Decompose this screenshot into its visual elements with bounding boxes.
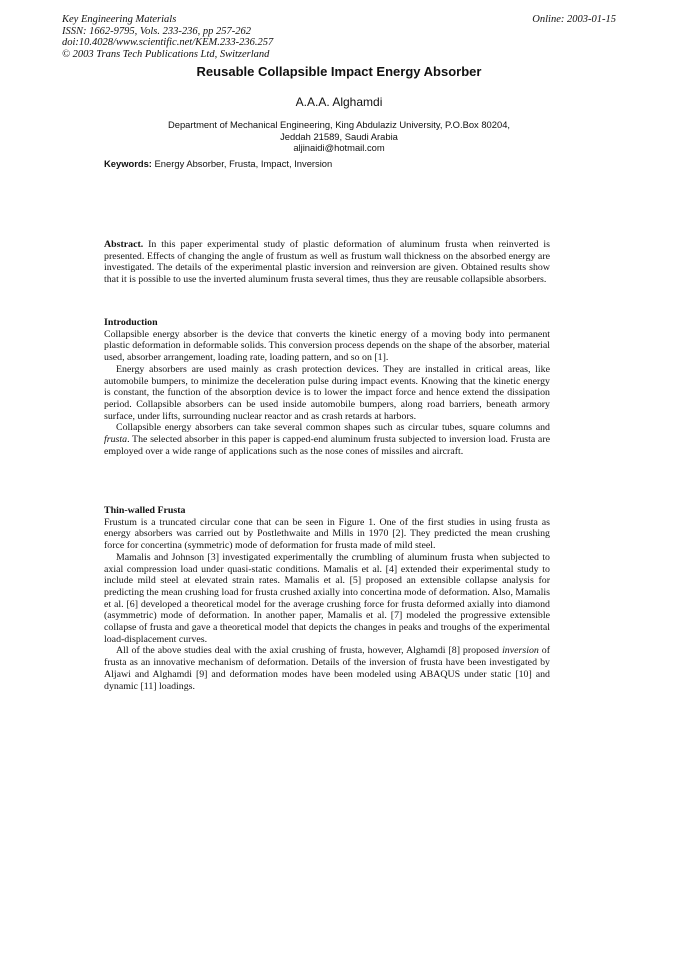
- introduction-paragraph-1: Collapsible energy absorber is the device that converts the kinetic energy of a moving body into permanent plastic deformation in deformable solids. This conversion process depends on the shape of the absorber, material used, absorber arrangement, loading rate, loading pattern, and so on [1].: [104, 328, 550, 364]
- journal-header: [62, 14, 273, 60]
- online-date: Online: 2003-01-15: [532, 14, 616, 25]
- keywords-text: Energy Absorber, Frusta, Impact, Inversion: [154, 158, 333, 169]
- introduction-paragraph-3: Collapsible energy absorbers can take several common shapes such as circular tubes, square columns and frusta. The selected absorber in this paper is capped-end aluminum frusta subjected to inversion load. Frusta are employed over a wide range of applications such as the nose cones of missiles and aircraft.: [104, 422, 550, 457]
- doi-link[interactable]: doi:10.4028/www.scientific.net/KEM.233-236.257: [62, 37, 274, 48]
- copyright-line: © 2003 Trans Tech Publications Ltd, Switzerland: [62, 48, 270, 60]
- italic-term-frusta: frusta: [104, 434, 128, 446]
- affiliation-line-2: Jeddah 21589, Saudi Arabia: [280, 130, 398, 142]
- paper-title: Reusable Collapsible Impact Energy Absorber: [196, 64, 482, 79]
- author-email[interactable]: aljinaidi@hotmail.com: [293, 142, 385, 153]
- abstract-label: Abstract.: [104, 239, 144, 250]
- affiliation: [0, 119, 678, 154]
- introduction-section: [104, 317, 550, 457]
- abstract-section: [104, 239, 550, 286]
- introduction-paragraph-2: Energy absorbers are used mainly as crash protection devices. They are installed in critical areas, like automobile bumpers, to minimize the deceleration pulse during impact events. Knowing that the kinetic energy is constant, the function of the absorption device is to lower the impact force and hence extend the dissipation period. Collapsible absorbers can be used inside automobile bumpers, along road barriers, beneath armory surface, under lifts, surrounding nuclear reactor and as crash retards at harbors.: [104, 363, 550, 422]
- thin-walled-section: [104, 505, 550, 692]
- author-name: A.A.A. Alghamdi: [295, 95, 383, 109]
- abstract-text: In this paper experimental study of plastic deformation of aluminum frusta when reinverted is presented. Effects of changing the angle of frustum as well as frustum wall thickness on the absorbed energy are investigated. The details of the experimental plastic inversion and reinversion are given. Obtained results show that it is possible to use the inverted aluminum frusta several times, thus they are reusable collapsible absorbers.: [104, 239, 551, 286]
- journal-name: Key Engineering Materials: [62, 14, 177, 25]
- affiliation-line-1: Department of Mechanical Engineering, King Abdulaziz University, P.O.Box 80204,: [167, 119, 511, 130]
- issn-line: ISSN: 1662-9795, Vols. 233-236, pp 257-262: [62, 25, 251, 37]
- thin-walled-paragraph-2: Mamalis and Johnson [3] investigated experimentally the crumbling of aluminum frusta when subjected to axial compression load under quasi-static conditions. Mamalis et al. [4] extended their experimental study to include mild steel at elevated strain rates. Mamalis et al. [5] proposed an extensible collapse analysis for predicting the mean crushing load for frusta crushed axially into concertina mode of deformation. Also, Mamalis et al. [6] developed a theoretical model for the average crushing force for frusta deformed axially into diamond (asymmetric) mode of deformation. In another paper, Mamalis et al. [7] modeled the progressive extensible collapse of frusta and gave a theoretical model that depicts the changes in peaks and troughs of the experimental load-displacement curves.: [104, 551, 550, 645]
- keywords: [104, 158, 332, 169]
- keywords-label: Keywords:: [104, 158, 152, 169]
- italic-term-inversion: inversion: [502, 645, 539, 657]
- thin-walled-heading: Thin-walled Frusta: [104, 505, 186, 516]
- introduction-heading: Introduction: [104, 317, 158, 328]
- thin-walled-paragraph-1: Frustum is a truncated circular cone that can be seen in Figure 1. One of the first studies in using frusta as energy absorbers was carried out by Postlethwaite and Mills in 1970 [2]. They predicted the mean crushing force for concertina (symmetric) mode of deformation for frusta made of mild steel.: [104, 516, 550, 552]
- thin-walled-paragraph-3: All of the above studies deal with the axial crushing of frusta, however, Alghamdi [8] proposed inversion of frusta as an innovative mechanism of deformation. Details of the inversion of frusta have been investigated by Aljawi and Alghamdi [9] and deformation modes have been modeled using ABAQUS under static [10] and dynamic [11] loadings.: [104, 645, 550, 692]
